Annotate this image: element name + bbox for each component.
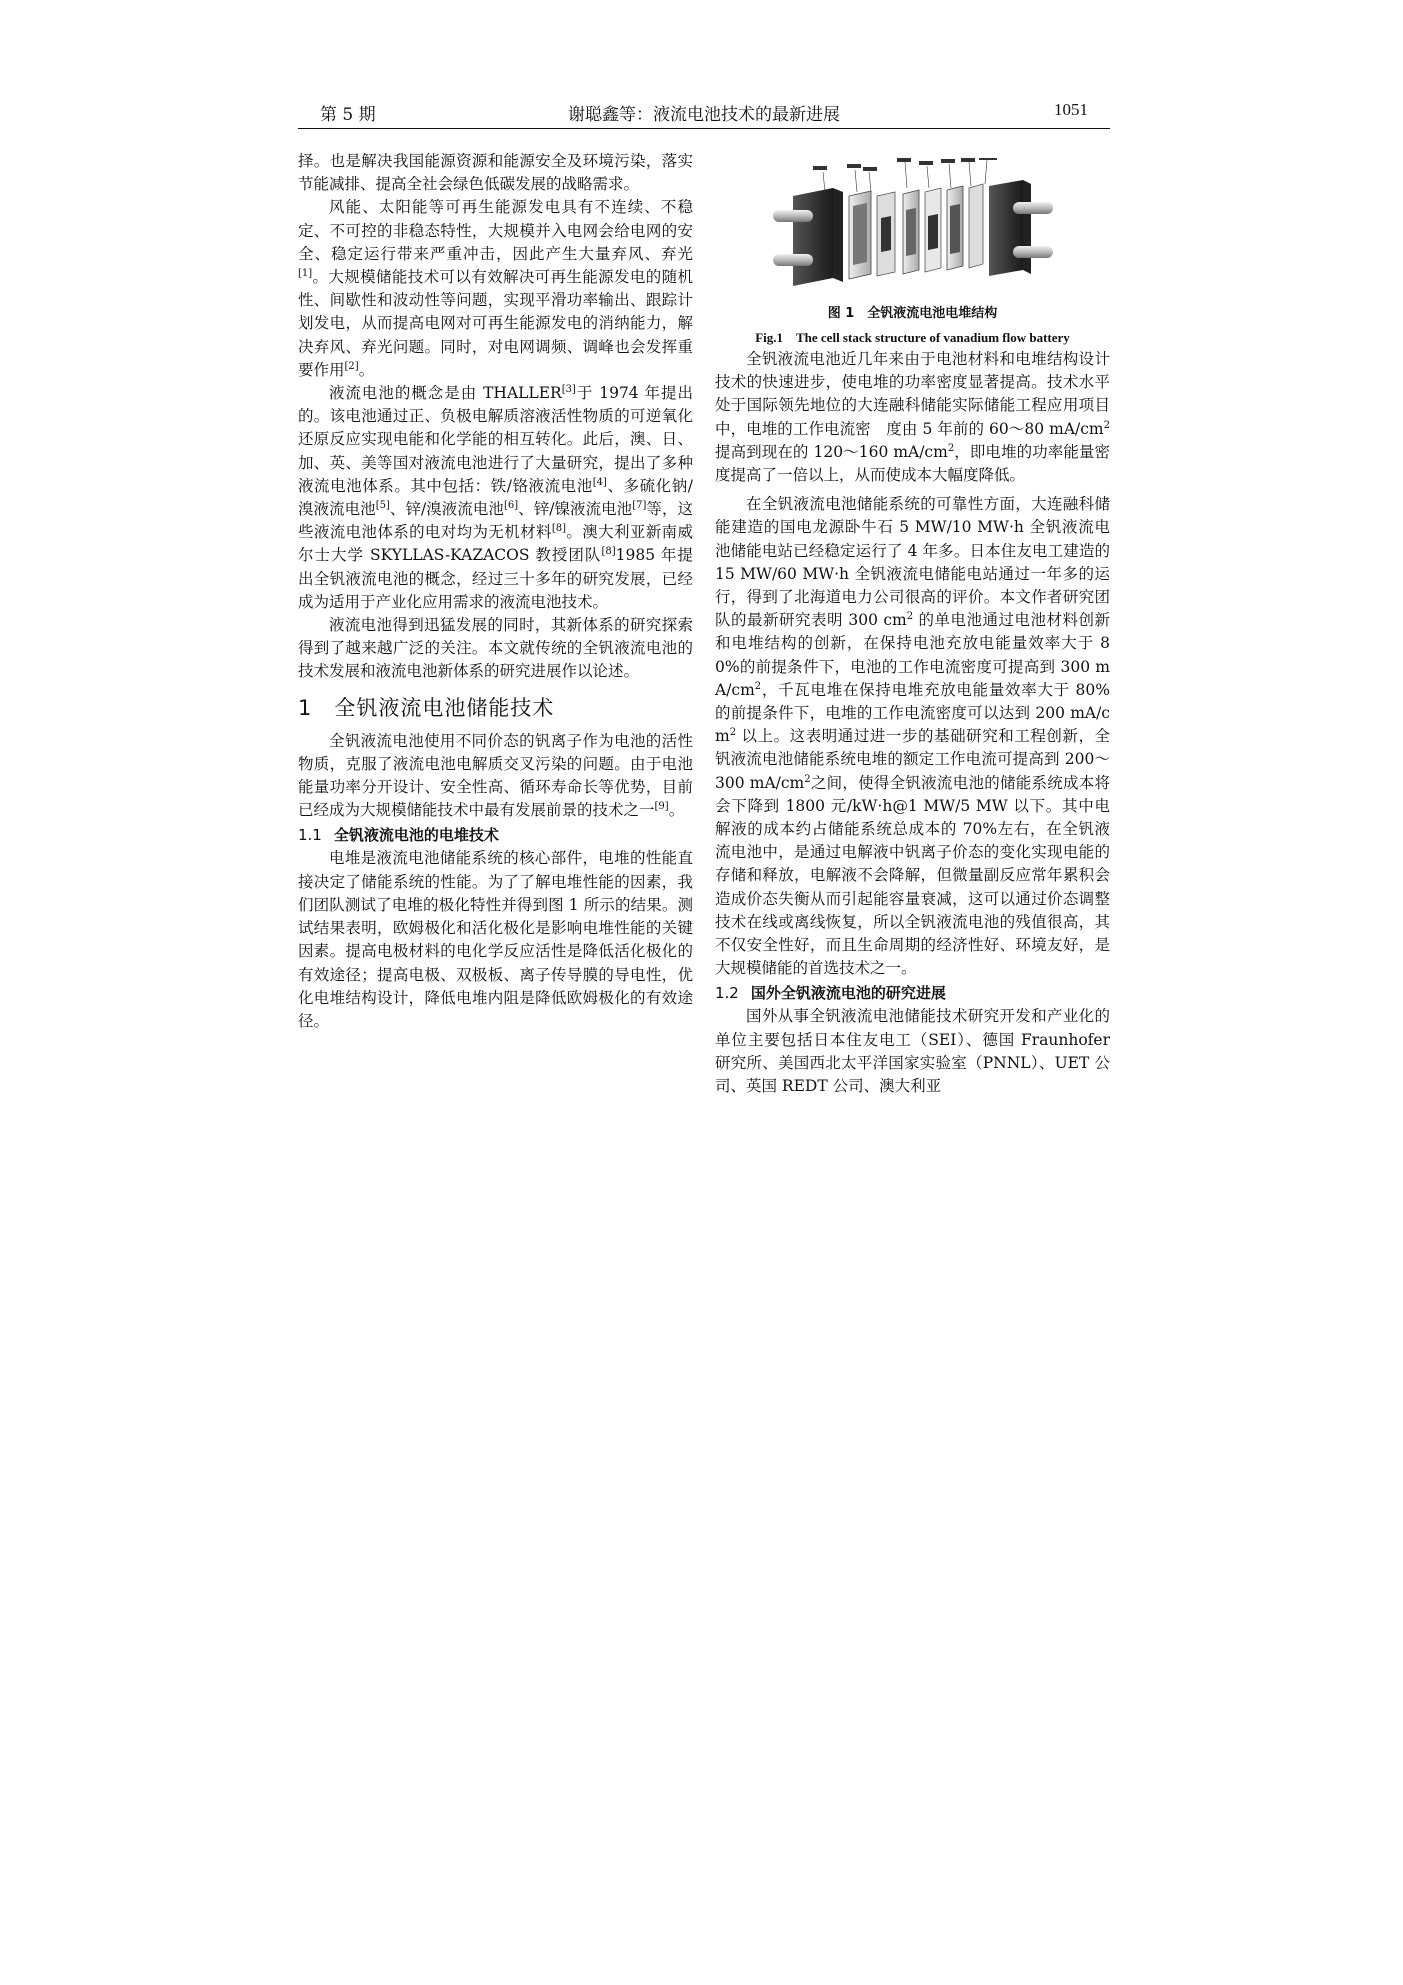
paragraph: 择。也是解决我国能源资源和能源安全及环境污染，落实节能减排、提高全社会绿色低碳发展的战略需求。 xyxy=(298,152,693,194)
section-heading-1-2: 1.2 国外全钒液流电池的研究进展 xyxy=(715,984,946,1003)
figure-caption-cn: 图 1 全钒液流电池电堆结构 xyxy=(827,306,998,321)
paragraph: 在全钒液流电池储能系统的可靠性方面，大连融科储能建造的国电龙源卧牛石 5 MW/10 MW·h 全钒液流电池储能电站已经稳定运行了 4 年多。日本住友电工建造的 15 MW/60 MW·h 全钒液流电储能电站通过一年多的运行，得到了北海道电力公司很高的评价。本文作者研究团队的最新研究表明 300 $cm^2$ 的单电池通过电池材料创新和电堆结构的创新，在保持电池充放电能量效率大于 80%的前提条件下，电池的工作电流密度可提高到 300 $mA/cm^2$，千瓦电堆在保持电堆充放电能量效率大于 80%的前提条件下，电堆的工作电流密度可以达到 200 $mA/cm^2$ 以上。这表明通过进一步的基础研究和工程创新，全钒液流电池储能系统电堆的额定工作电流可提高到 200～300 $mA/cm^2$之间，使得全钒液流电池的储能系统成本将会下降到 1800 元/kW·h@1 MW/5 MW 以下。其中电解液的成本约占储能系统总成本的 70%左右，在全钒液流电池中，是通过电解液中钒离子价态的变化实现电能的存储和释放，电解液不会降解，但微量副反应常年累积会造成价态失衡从而引起能容量衰减，这可以通过价态调整技术在线或离线恢复，所以全钒液流电池的残值很高，其不仅安全性好，而且生命周期的经济性好、环境友好，是大规模储能的首选技术之一。 xyxy=(715,495,1110,978)
running-title: 谢聪鑫等：液流电池技术的最新进展 xyxy=(568,105,840,125)
citation: [8] xyxy=(601,546,616,558)
paragraph: 风能、太阳能等可再生能源发电具有不连续、不稳定、不可控的非稳态特性，大规模并入电网会给电网的安全、稳定运行带来严重冲击，因此产生大量弃风、弃光[1]。大规模储能技术可以有效解决可再生能源发电的随机性、间歇性和波动性等问题，实现平滑功率输出、跟踪计划发电，从而提高电网对可再生能源发电的消纳能力，解决弃风、弃光问题。同时，对电网调频、调峰也会发挥重要作用[2]。 xyxy=(298,198,693,379)
page-number: 1051 xyxy=(1054,100,1088,119)
paragraph: 液流电池的概念是由 THALLER[3]于 1974 年提出的。该电池通过正、负极电解质溶液活性物质的可逆氧化还原反应实现电能和化学能的相互转化。此后，澳、日、加、英、美等国对液流电池进行了大量研究，提出了多种液流电池体系。其中包括：铁/铬液流电池[4]、多硫化钠/溴液流电池[5]、锌/溴液流电池[6]、锌/镍液流电池[7]等，这些液流电池体系的电对均为无机材料[8]。澳大利亚新南威尔士大学 SKYLLAS-KAZACOS 教授团队[8]1985 年提出全钒液流电池的概念，经过三十多年的研究发展，已经成为适用于产业化应用需求的液流电池技术。 xyxy=(298,383,693,611)
cell-stack-illustration xyxy=(773,158,1053,298)
paragraph: 国外从事全钒液流电池储能技术研究开发和产业化的单位主要包括日本住友电工（SEI）、德国 Fraunhofer 研究所、美国西北太平洋国家实验室（PNNL）、UET 公司、英国 REDT 公司、澳大利亚 xyxy=(715,1007,1110,1096)
paragraph: 液流电池得到迅猛发展的同时，其新体系的研究探索得到了越来越广泛的关注。本文就传统的全钒液流电池的技术发展和液流电池新体系的研究进展作以论述。 xyxy=(298,616,693,681)
section-heading-1-1: 1.1 全钒液流电池的电堆技术 xyxy=(298,826,499,845)
citation: [8] xyxy=(551,523,567,535)
right-column xyxy=(715,150,1110,1098)
paragraph: 全钒液流电池使用不同价态的钒离子作为电池的活性物质，克服了液流电池电解质交叉污染的问题。由于电池能量功率分开设计、安全性高、循环寿命长等优势，目前已经成为大规模储能技术中最有发展前景的技术之一[9]。 xyxy=(298,731,693,820)
citation: [2] xyxy=(344,360,359,372)
citation: [5] xyxy=(375,499,390,511)
issue-number: 第 5 期 xyxy=(320,105,376,125)
citation: [4] xyxy=(592,476,607,488)
running-header xyxy=(298,96,1110,129)
left-column xyxy=(298,150,693,1033)
paragraph: 全钒液流电池近几年来由于电池材料和电堆结构设计技术的快速进步，使电堆的功率密度显著提高。技术水平处于国际领先地位的大连融科储能实际储能工程应用项目中，电堆的工作电流密 度由 5 年前的 60～80 $mA/cm^2$ 提高到现在的 120～160 $mA/cm^2$，即电堆的功率能量密度提高了一倍以上，从而使成本大幅度降低。 xyxy=(715,350,1110,485)
figure-caption-en: Fig.1 The cell stack structure of vanadium flow battery xyxy=(755,330,1070,345)
citation: [9] xyxy=(654,801,669,813)
citation: [7] xyxy=(632,499,647,511)
section-heading-1: 1 全钒液流电池储能技术 xyxy=(298,695,555,720)
citation: [6] xyxy=(503,499,519,511)
paragraph: 电堆是液流电池储能系统的核心部件，电堆的性能直接决定了储能系统的性能。为了了解电堆性能的因素，我们团队测试了电堆的极化特性并得到图 1 所示的结果。测试结果表明，欧姆极化和活化极化是影响电堆性能的关键因素。提高电极材料的电化学反应活性是降低活化极化的有效途径；提高电极、双极板、离子传导膜的导电性，优化电堆结构设计，降低电堆内阻是降低欧姆极化的有效途径。 xyxy=(298,849,693,1030)
citation: [1] xyxy=(298,267,313,279)
citation: [3] xyxy=(561,383,576,395)
figure-cell-stack xyxy=(715,150,1110,300)
